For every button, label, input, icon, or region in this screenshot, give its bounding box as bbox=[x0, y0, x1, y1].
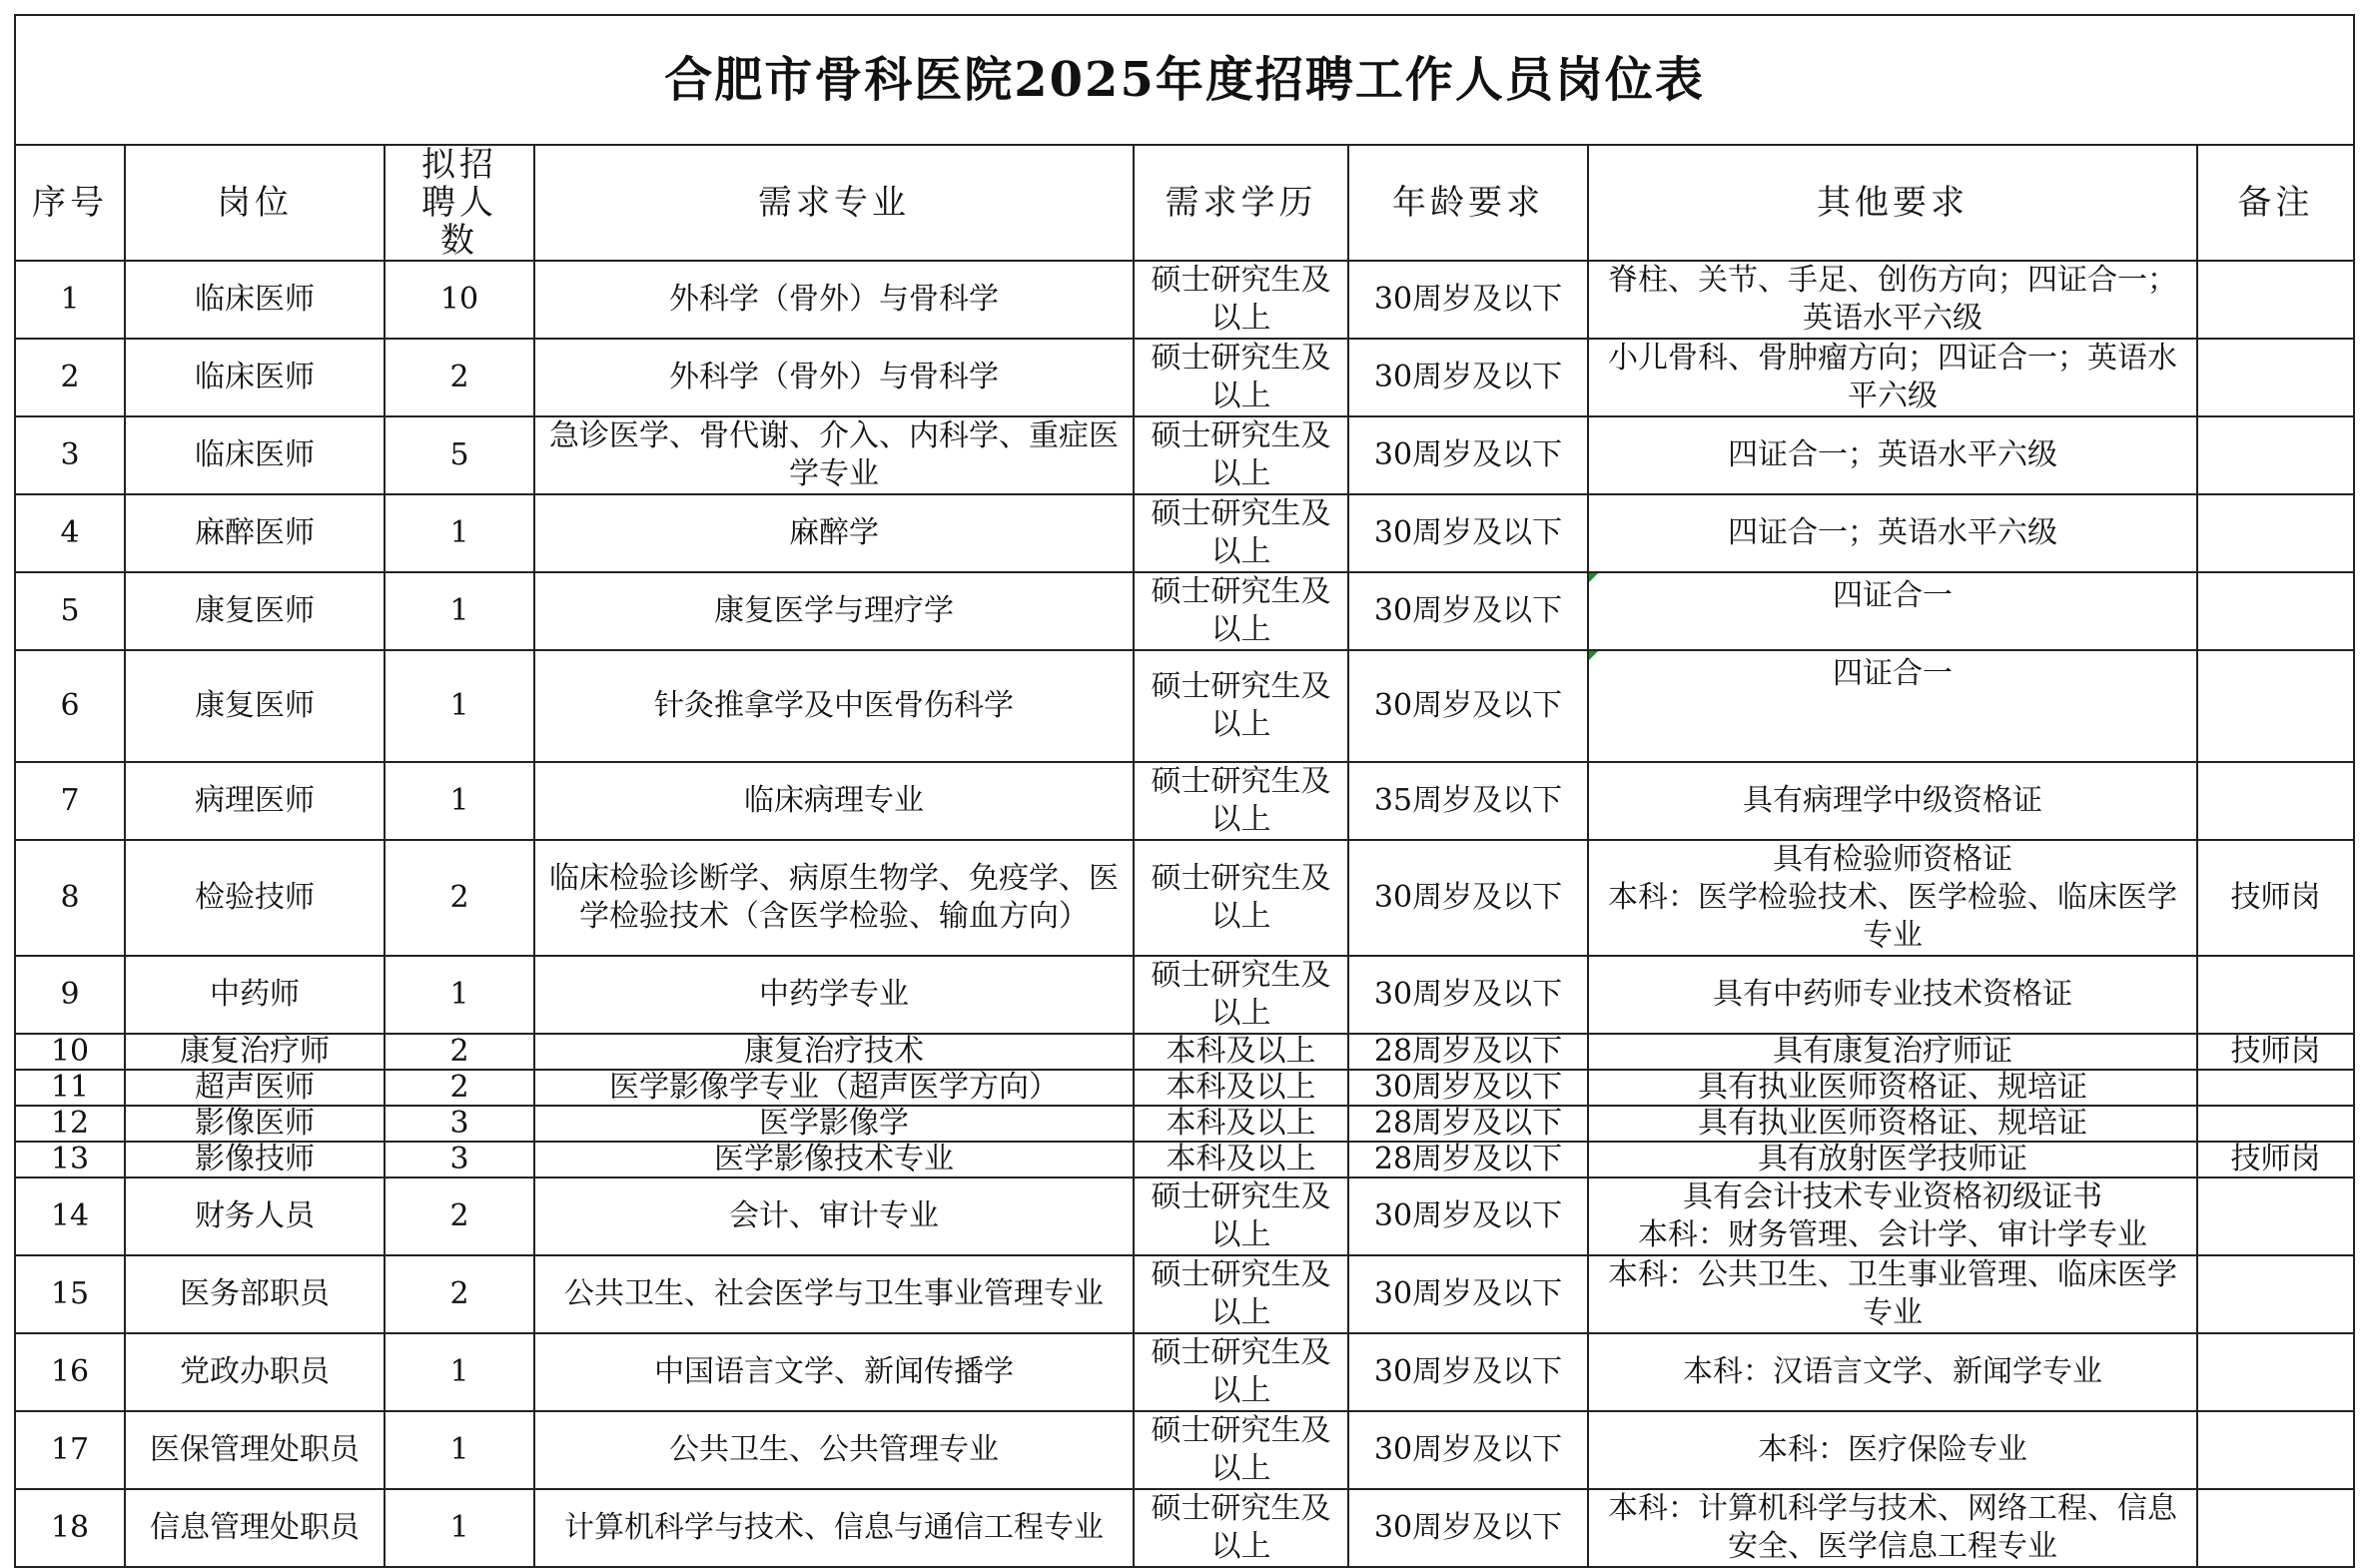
cell-age: 30周岁及以下 bbox=[1348, 1489, 1588, 1567]
cell-note bbox=[2197, 261, 2354, 339]
recruitment-table-sheet bbox=[14, 14, 2353, 1564]
cell-post: 医保管理处职员 bbox=[125, 1411, 385, 1489]
cell-edu: 本科及以上 bbox=[1134, 1034, 1348, 1070]
cell-age: 30周岁及以下 bbox=[1348, 1333, 1588, 1411]
cell-seq: 6 bbox=[15, 650, 125, 762]
cell-count: 2 bbox=[385, 1070, 534, 1106]
cell-note bbox=[2197, 1411, 2354, 1489]
cell-major: 急诊医学、骨代谢、介入、内科学、重症医学专业 bbox=[534, 416, 1134, 494]
table-body bbox=[15, 261, 2354, 1567]
table-row bbox=[15, 650, 2354, 762]
cell-count: 1 bbox=[385, 650, 534, 762]
cell-edu: 硕士研究生及以上 bbox=[1134, 1177, 1348, 1255]
cell-edu: 本科及以上 bbox=[1134, 1106, 1348, 1142]
table-row bbox=[15, 840, 2354, 956]
table-row bbox=[15, 1142, 2354, 1177]
cell-age: 28周岁及以下 bbox=[1348, 1106, 1588, 1142]
cell-edu: 硕士研究生及以上 bbox=[1134, 762, 1348, 840]
cell-note bbox=[2197, 650, 2354, 762]
cell-seq: 11 bbox=[15, 1070, 125, 1106]
cell-post: 医务部职员 bbox=[125, 1255, 385, 1333]
cell-post: 党政办职员 bbox=[125, 1333, 385, 1411]
cell-edu: 本科及以上 bbox=[1134, 1142, 1348, 1177]
cell-count: 10 bbox=[385, 261, 534, 339]
cell-count: 1 bbox=[385, 572, 534, 650]
cell-edu: 硕士研究生及以上 bbox=[1134, 1489, 1348, 1567]
cell-other: 具有康复治疗师证 bbox=[1588, 1034, 2197, 1070]
cell-other: 四证合一 bbox=[1588, 650, 2197, 762]
cell-count: 2 bbox=[385, 339, 534, 416]
cell-edu: 硕士研究生及以上 bbox=[1134, 339, 1348, 416]
cell-other: 脊柱、关节、手足、创伤方向；四证合一；英语水平六级 bbox=[1588, 261, 2197, 339]
cell-major: 医学影像学专业（超声医学方向） bbox=[534, 1070, 1134, 1106]
cell-age: 30周岁及以下 bbox=[1348, 1411, 1588, 1489]
cell-count: 3 bbox=[385, 1142, 534, 1177]
cell-age: 30周岁及以下 bbox=[1348, 840, 1588, 956]
cell-post: 麻醉医师 bbox=[125, 494, 385, 572]
table-row bbox=[15, 261, 2354, 339]
header-other: 其他要求 bbox=[1588, 145, 2197, 261]
cell-major: 临床病理专业 bbox=[534, 762, 1134, 840]
cell-count: 1 bbox=[385, 1489, 534, 1567]
header-post: 岗位 bbox=[125, 145, 385, 261]
header-count: 拟招聘人数 bbox=[385, 145, 534, 261]
cell-major: 康复治疗技术 bbox=[534, 1034, 1134, 1070]
cell-post: 病理医师 bbox=[125, 762, 385, 840]
cell-edu: 硕士研究生及以上 bbox=[1134, 956, 1348, 1034]
header-age: 年龄要求 bbox=[1348, 145, 1588, 261]
cell-other: 本科：公共卫生、卫生事业管理、临床医学专业 bbox=[1588, 1255, 2197, 1333]
cell-seq: 14 bbox=[15, 1177, 125, 1255]
cell-major: 外科学（骨外）与骨科学 bbox=[534, 261, 1134, 339]
cell-seq: 10 bbox=[15, 1034, 125, 1070]
table-row bbox=[15, 956, 2354, 1034]
cell-edu: 硕士研究生及以上 bbox=[1134, 261, 1348, 339]
table-row bbox=[15, 339, 2354, 416]
cell-count: 2 bbox=[385, 840, 534, 956]
cell-edu: 本科及以上 bbox=[1134, 1070, 1348, 1106]
cell-post: 中药师 bbox=[125, 956, 385, 1034]
cell-edu: 硕士研究生及以上 bbox=[1134, 1411, 1348, 1489]
cell-edu: 硕士研究生及以上 bbox=[1134, 416, 1348, 494]
header-edu: 需求学历 bbox=[1134, 145, 1348, 261]
cell-other: 具有检验师资格证 本科：医学检验技术、医学检验、临床医学专业 bbox=[1588, 840, 2197, 956]
cell-note bbox=[2197, 494, 2354, 572]
cell-other: 四证合一 bbox=[1588, 572, 2197, 650]
cell-count: 1 bbox=[385, 1333, 534, 1411]
cell-major: 针灸推拿学及中医骨伤科学 bbox=[534, 650, 1134, 762]
header-major: 需求专业 bbox=[534, 145, 1134, 261]
cell-other: 本科：汉语言文学、新闻学专业 bbox=[1588, 1333, 2197, 1411]
cell-post: 检验技师 bbox=[125, 840, 385, 956]
table-row bbox=[15, 572, 2354, 650]
cell-seq: 16 bbox=[15, 1333, 125, 1411]
cell-post: 临床医师 bbox=[125, 416, 385, 494]
table-row bbox=[15, 1177, 2354, 1255]
cell-note bbox=[2197, 762, 2354, 840]
cell-note: 技师岗 bbox=[2197, 840, 2354, 956]
cell-note bbox=[2197, 1489, 2354, 1567]
cell-seq: 8 bbox=[15, 840, 125, 956]
cell-seq: 1 bbox=[15, 261, 125, 339]
cell-post: 临床医师 bbox=[125, 339, 385, 416]
cell-age: 30周岁及以下 bbox=[1348, 956, 1588, 1034]
cell-age: 30周岁及以下 bbox=[1348, 416, 1588, 494]
table-row bbox=[15, 1070, 2354, 1106]
cell-major: 中药学专业 bbox=[534, 956, 1134, 1034]
cell-other: 具有病理学中级资格证 bbox=[1588, 762, 2197, 840]
cell-age: 30周岁及以下 bbox=[1348, 1070, 1588, 1106]
cell-note bbox=[2197, 1255, 2354, 1333]
table-row bbox=[15, 1106, 2354, 1142]
cell-age: 30周岁及以下 bbox=[1348, 339, 1588, 416]
cell-count: 2 bbox=[385, 1034, 534, 1070]
cell-note bbox=[2197, 956, 2354, 1034]
cell-post: 信息管理处职员 bbox=[125, 1489, 385, 1567]
cell-age: 30周岁及以下 bbox=[1348, 261, 1588, 339]
cell-other: 具有执业医师资格证、规培证 bbox=[1588, 1106, 2197, 1142]
cell-seq: 13 bbox=[15, 1142, 125, 1177]
cell-count: 2 bbox=[385, 1177, 534, 1255]
cell-count: 3 bbox=[385, 1106, 534, 1142]
cell-note bbox=[2197, 1106, 2354, 1142]
cell-count: 1 bbox=[385, 762, 534, 840]
recruitment-table bbox=[14, 14, 2355, 1568]
cell-count: 5 bbox=[385, 416, 534, 494]
cell-age: 35周岁及以下 bbox=[1348, 762, 1588, 840]
cell-count: 1 bbox=[385, 494, 534, 572]
cell-post: 康复医师 bbox=[125, 650, 385, 762]
cell-age: 30周岁及以下 bbox=[1348, 572, 1588, 650]
cell-note bbox=[2197, 1070, 2354, 1106]
cell-age: 28周岁及以下 bbox=[1348, 1142, 1588, 1177]
cell-age: 30周岁及以下 bbox=[1348, 650, 1588, 762]
cell-post: 临床医师 bbox=[125, 261, 385, 339]
cell-count: 1 bbox=[385, 1411, 534, 1489]
cell-seq: 15 bbox=[15, 1255, 125, 1333]
cell-post: 康复医师 bbox=[125, 572, 385, 650]
cell-post: 康复治疗师 bbox=[125, 1034, 385, 1070]
cell-major: 康复医学与理疗学 bbox=[534, 572, 1134, 650]
cell-edu: 硕士研究生及以上 bbox=[1134, 1333, 1348, 1411]
cell-other: 本科：计算机科学与技术、网络工程、信息安全、医学信息工程专业 bbox=[1588, 1489, 2197, 1567]
cell-edu: 硕士研究生及以上 bbox=[1134, 1255, 1348, 1333]
cell-other: 小儿骨科、骨肿瘤方向；四证合一；英语水平六级 bbox=[1588, 339, 2197, 416]
cell-seq: 12 bbox=[15, 1106, 125, 1142]
cell-edu: 硕士研究生及以上 bbox=[1134, 572, 1348, 650]
cell-major: 医学影像学 bbox=[534, 1106, 1134, 1142]
cell-edu: 硕士研究生及以上 bbox=[1134, 840, 1348, 956]
table-row bbox=[15, 1034, 2354, 1070]
cell-other: 四证合一；英语水平六级 bbox=[1588, 494, 2197, 572]
cell-major: 临床检验诊断学、病原生物学、免疫学、医学检验技术（含医学检验、输血方向） bbox=[534, 840, 1134, 956]
cell-seq: 18 bbox=[15, 1489, 125, 1567]
cell-count: 2 bbox=[385, 1255, 534, 1333]
cell-age: 30周岁及以下 bbox=[1348, 494, 1588, 572]
cell-note bbox=[2197, 1177, 2354, 1255]
cell-seq: 4 bbox=[15, 494, 125, 572]
table-row bbox=[15, 1333, 2354, 1411]
cell-seq: 7 bbox=[15, 762, 125, 840]
table-row bbox=[15, 1489, 2354, 1567]
cell-age: 30周岁及以下 bbox=[1348, 1255, 1588, 1333]
cell-major: 中国语言文学、新闻传播学 bbox=[534, 1333, 1134, 1411]
table-row bbox=[15, 416, 2354, 494]
cell-major: 医学影像技术专业 bbox=[534, 1142, 1134, 1177]
title-row bbox=[15, 15, 2354, 145]
page-title: 合肥市骨科医院2025年度招聘工作人员岗位表 bbox=[15, 15, 2354, 145]
cell-other: 具有放射医学技师证 bbox=[1588, 1142, 2197, 1177]
cell-seq: 2 bbox=[15, 339, 125, 416]
cell-age: 28周岁及以下 bbox=[1348, 1034, 1588, 1070]
cell-post: 超声医师 bbox=[125, 1070, 385, 1106]
cell-seq: 5 bbox=[15, 572, 125, 650]
cell-major: 公共卫生、公共管理专业 bbox=[534, 1411, 1134, 1489]
cell-edu: 硕士研究生及以上 bbox=[1134, 494, 1348, 572]
cell-note: 技师岗 bbox=[2197, 1034, 2354, 1070]
cell-note bbox=[2197, 339, 2354, 416]
cell-note bbox=[2197, 416, 2354, 494]
cell-post: 影像医师 bbox=[125, 1106, 385, 1142]
cell-post: 影像技师 bbox=[125, 1142, 385, 1177]
header-seq: 序号 bbox=[15, 145, 125, 261]
header-row bbox=[15, 145, 2354, 261]
cell-other: 具有执业医师资格证、规培证 bbox=[1588, 1070, 2197, 1106]
cell-major: 外科学（骨外）与骨科学 bbox=[534, 339, 1134, 416]
cell-major: 麻醉学 bbox=[534, 494, 1134, 572]
cell-other: 四证合一；英语水平六级 bbox=[1588, 416, 2197, 494]
cell-major: 公共卫生、社会医学与卫生事业管理专业 bbox=[534, 1255, 1134, 1333]
cell-count: 1 bbox=[385, 956, 534, 1034]
cell-note bbox=[2197, 1333, 2354, 1411]
table-row bbox=[15, 762, 2354, 840]
cell-other: 本科：医疗保险专业 bbox=[1588, 1411, 2197, 1489]
cell-post: 财务人员 bbox=[125, 1177, 385, 1255]
cell-note: 技师岗 bbox=[2197, 1142, 2354, 1177]
table-row bbox=[15, 1411, 2354, 1489]
header-note: 备注 bbox=[2197, 145, 2354, 261]
cell-age: 30周岁及以下 bbox=[1348, 1177, 1588, 1255]
table-row bbox=[15, 1255, 2354, 1333]
cell-seq: 9 bbox=[15, 956, 125, 1034]
table-row bbox=[15, 494, 2354, 572]
cell-seq: 3 bbox=[15, 416, 125, 494]
cell-seq: 17 bbox=[15, 1411, 125, 1489]
cell-other: 具有会计技术专业资格初级证书 本科：财务管理、会计学、审计学专业 bbox=[1588, 1177, 2197, 1255]
cell-edu: 硕士研究生及以上 bbox=[1134, 650, 1348, 762]
cell-major: 计算机科学与技术、信息与通信工程专业 bbox=[534, 1489, 1134, 1567]
cell-other: 具有中药师专业技术资格证 bbox=[1588, 956, 2197, 1034]
cell-major: 会计、审计专业 bbox=[534, 1177, 1134, 1255]
cell-note bbox=[2197, 572, 2354, 650]
